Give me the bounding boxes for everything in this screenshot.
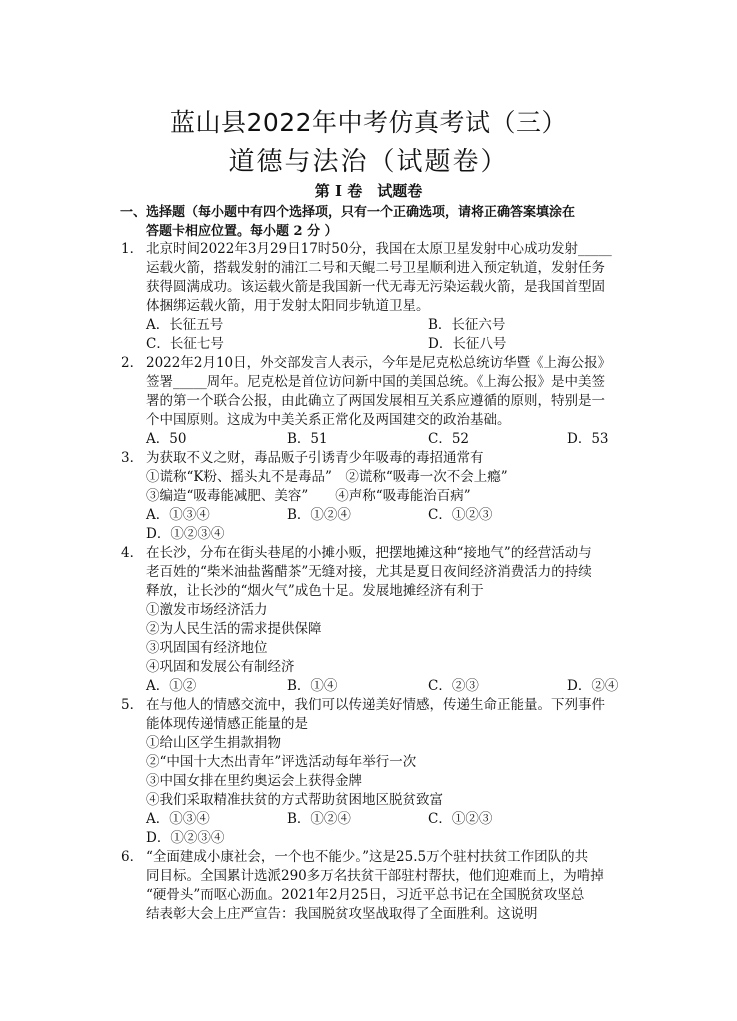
option-b: B．长征六号 [428, 317, 506, 333]
question-text-line: 签署_____周年。尼克松是首位访问新中国的美国总统。《上海公报》是中美签 [146, 374, 605, 390]
option-d: D．长征八号 [428, 336, 507, 352]
question-text-line: ①给山区学生捐款捐物 [146, 735, 281, 751]
option-a: A．①③④ [146, 811, 210, 827]
question-number: 6． [121, 849, 144, 865]
question-text-line: ③中国女排在里约奥运会上获得金牌 [146, 773, 362, 789]
option-c: C．长征七号 [146, 336, 224, 352]
question-text-line: ①激发市场经济活力 [146, 602, 268, 618]
option-d: D．①②③④ [146, 526, 225, 542]
question-text-line: 在长沙，分布在街头巷尾的小摊小贩，把摆地摊这种“接地气”的经营活动与 [146, 545, 592, 561]
option-b: B．①④ [287, 678, 338, 694]
question-number: 2． [121, 355, 144, 371]
question-text-line: ①谎称“K粉、摇头丸不是毒品” ②谎称“吸毒一次不会上瘾” [146, 469, 508, 485]
question-number: 5． [121, 697, 144, 713]
question-text-line: “硬骨头”而呕心沥血。2021年2月25日，习近平总书记在全国脱贫攻坚总 [146, 887, 585, 903]
question-text-line: 能体现传递情感正能量的是 [146, 716, 308, 732]
question-text-line: 个中国原则。这成为中美关系正常化及两国建交的政治基础。 [146, 412, 511, 428]
question-text-line: 在与他人的情感交流中，我们可以传递美好情感，传递生命正能量。下列事件 [146, 697, 605, 713]
question-text-line: ②“中国十大杰出青年”评选活动每年举行一次 [146, 754, 417, 770]
question-text-line: 老百姓的“柴米油盐酱醋茶”无缝对接，尤其是夏日夜间经济消费活力的持续 [146, 564, 592, 580]
option-c: C．②③ [428, 678, 479, 694]
option-a: A．①③④ [146, 507, 210, 523]
option-b: B．①②④ [287, 507, 351, 523]
option-c: C．52 [428, 431, 470, 447]
option-c: C．①②③ [428, 811, 493, 827]
section-heading-line1: 一、选择题（每小题中有四个选择项，只有一个正确选项，请将正确答案填涂在 [120, 205, 576, 220]
question-text-line: 同目标。全国累计选派290多万名扶贫干部驻村帮扶，他们迎难而上，为啃掉 [146, 868, 604, 884]
question-number: 4． [121, 545, 144, 561]
question-text-line: 体捆绑运载火箭，用于发射太阳同步轨道卫星。 [146, 298, 430, 314]
question-text-line: ④巩固和发展公有制经济 [146, 659, 295, 675]
option-b: B．51 [287, 431, 328, 447]
option-d: D．②④ [567, 678, 619, 694]
exam-title: 蓝山县2022年中考仿真考试（三） [169, 108, 568, 137]
question-number: 3． [121, 450, 144, 466]
option-c: C．①②③ [428, 507, 493, 523]
question-text-line: 获得圆满成功。该运载火箭是我国新一代无毒无污染运载火箭，是我国首型固 [146, 279, 605, 295]
exam-subject: 道德与法治（试题卷） [228, 147, 509, 177]
question-text-line: 为获取不义之财，毒品贩子引诱青少年吸毒的毒招通常有 [146, 450, 484, 466]
question-number: 1． [121, 241, 144, 257]
question-text-line: ③巩固国有经济地位 [146, 640, 268, 656]
question-text-line: ②为人民生活的需求提供保障 [146, 621, 322, 637]
question-text-line: 署的第一个联合公报，由此确立了两国发展相互关系应遵循的原则，特别是一 [146, 393, 605, 409]
question-text-line: 结表彰大会上庄严宣告：我国脱贫攻坚战取得了全面胜利。这说明 [146, 906, 538, 922]
section-heading-line2: 答题卡相应位置。每小题 2 分 ） [146, 224, 338, 239]
exam-part: 第 I 卷 试题卷 [314, 182, 423, 200]
question-text-line: 2022年2月10日，外交部发言人表示，今年是尼克松总统访华暨《上海公报》 [146, 355, 612, 371]
option-d: D．53 [567, 431, 609, 447]
option-a: A．50 [146, 431, 187, 447]
question-text-line: 运载火箭，搭载发射的浦江二号和天鲲二号卫星顺利进入预定轨道，发射任务 [146, 260, 605, 276]
question-text-line: 北京时间2022年3月29日17时50分，我国在太原卫星发射中心成功发射_____ [146, 241, 612, 257]
question-text-line: ④我们采取精准扶贫的方式帮助贫困地区脱贫致富 [146, 792, 443, 808]
question-text-line: “全面建成小康社会，一个也不能少。”这是25.5万个驻村扶贫工作团队的共 [146, 849, 589, 865]
option-a: A．①② [146, 678, 197, 694]
option-d: D．①②③④ [146, 830, 225, 846]
question-text-line: 释放，让长沙的“烟火气”成色十足。发展地摊经济有利于 [146, 583, 484, 599]
question-text-line: ③编造“吸毒能减肥、美容” ④声称“吸毒能治百病” [146, 488, 471, 504]
option-a: A．长征五号 [146, 317, 224, 333]
option-b: B．①②④ [287, 811, 351, 827]
